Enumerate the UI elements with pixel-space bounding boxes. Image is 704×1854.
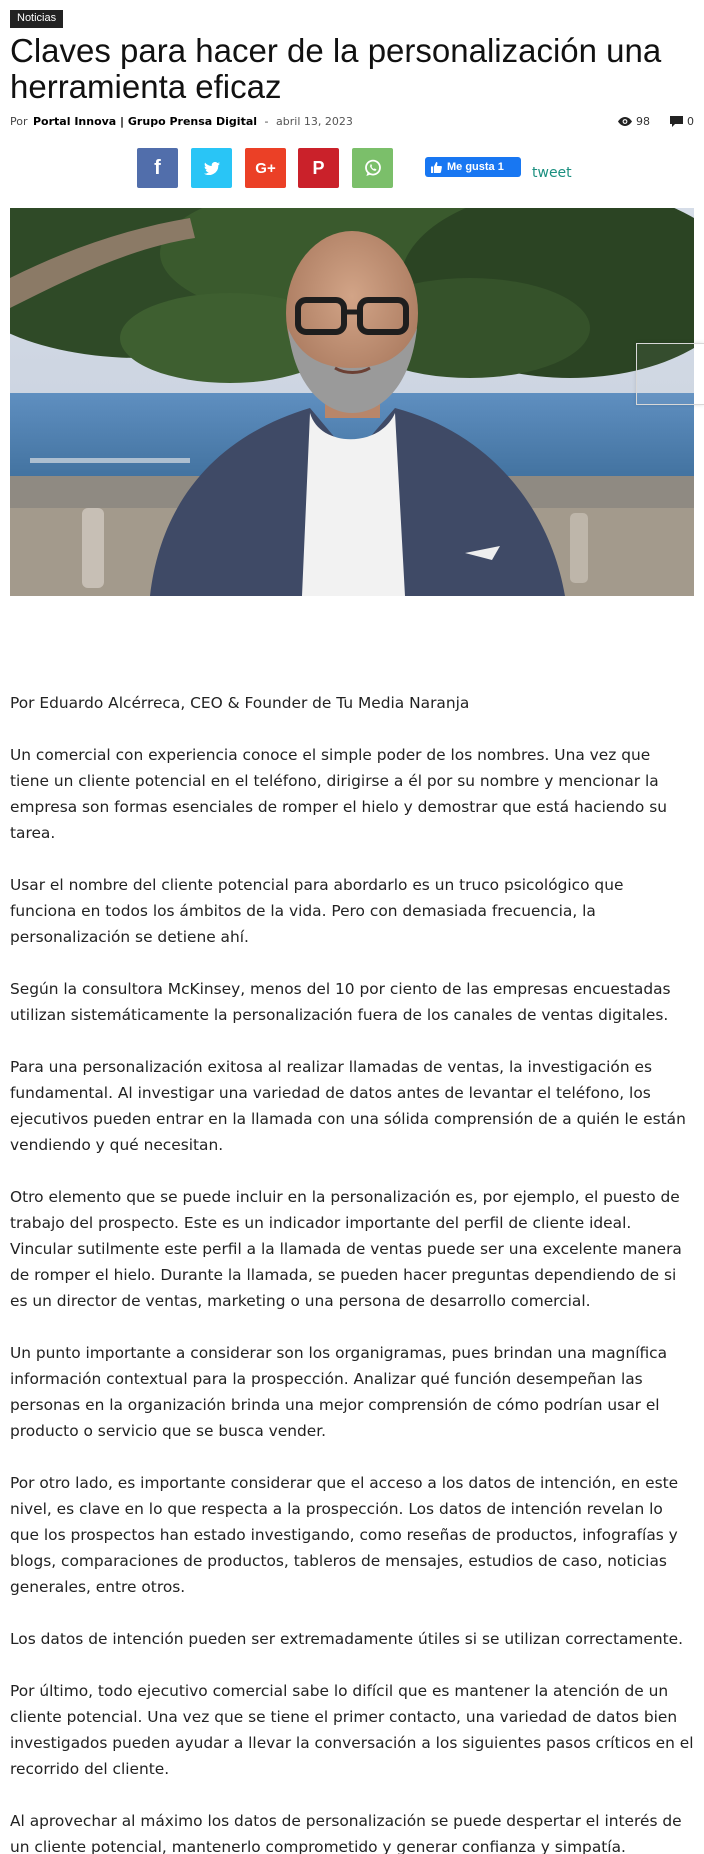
article-meta [10, 115, 694, 131]
thumbs-up-icon [431, 162, 442, 173]
article-title: Claves para hacer de la personalización una herramienta eficaz [10, 32, 662, 105]
hero-image [10, 208, 694, 596]
whatsapp-share-button[interactable] [352, 148, 393, 188]
category-badge[interactable]: Noticias [10, 10, 63, 28]
article-paragraph: Por Eduardo Alcérreca, CEO & Founder de Tu Media Naranja [10, 694, 470, 712]
facebook-share-button[interactable] [137, 148, 178, 188]
googleplus-icon: G+ [255, 159, 276, 177]
views-count: 98 [636, 115, 650, 128]
pinterest-share-button[interactable] [298, 148, 339, 188]
pinterest-icon: P [312, 157, 325, 178]
floating-widget-edge[interactable] [636, 343, 704, 405]
article-paragraph: Un punto importante a considerar son los organigramas, pues brindan una magnífica información contextual para la prospección. Analizar qué función desempeñan las personas en la organización brinda una mejor comprensión de cómo podrían usar el producto o servicio que se busca vender. [10, 1344, 668, 1440]
facebook-like-button[interactable] [425, 157, 521, 177]
article-paragraph: Para una personalización exitosa al realizar llamadas de ventas, la investigación es fundamental. Al investigar una variedad de datos antes de levantar el teléfono, los ejecutivos pueden entrar en la llamada con una sólida comprensión de a quién le están vendiendo y qué necesitan. [10, 1058, 686, 1154]
like-label: Me gusta 1 [447, 161, 504, 173]
share-bar [0, 148, 704, 190]
article-paragraph: Al aprovechar al máximo los datos de personalización se puede despertar el interés de un cliente potencial, mantenerlo comprometido y generar confianza y simpatía. [10, 1812, 682, 1854]
eye-icon [618, 117, 632, 126]
article-paragraph: Según la consultora McKinsey, menos del 10 por ciento de las empresas encuestadas utilizan sistemáticamente la personalización fuera de los canales de ventas digitales. [10, 980, 671, 1024]
article-paragraph: Los datos de intención pueden ser extremadamente útiles si se utilizan correctamente. [10, 1630, 684, 1648]
author-link[interactable]: Portal Innova | Grupo Prensa Digital [33, 115, 258, 128]
article-paragraph: Un comercial con experiencia conoce el simple poder de los nombres. Una vez que tiene un cliente potencial en el teléfono, dirigirse a él por su nombre y mencionar la empresa son formas esenciales de romper el hielo y demostrar que está haciendo su tarea. [10, 746, 667, 842]
article-paragraph: Otro elemento que se puede incluir en la personalización es, por ejemplo, el puesto de trabajo del prospecto. Este es un indicador importante del perfil de cliente ideal. Vincular sutilmente este perfil a la llamada de ventas puede ser una excelente manera de romper el hielo. Durante la llamada, se pueden hacer preguntas dependiendo de si es un director de ventas, marketing o una persona de desarrollo comercial. [10, 1188, 682, 1310]
article-paragraph: Usar el nombre del cliente potencial para abordarlo es un truco psicológico que funciona en todos los ámbitos de la vida. Pero con demasiada frecuencia, la personalización se detiene ahí. [10, 876, 624, 946]
comment-icon[interactable] [670, 116, 683, 127]
meta-separator: - [264, 115, 269, 128]
comments-count[interactable]: 0 [687, 115, 694, 128]
twitter-icon [204, 162, 220, 175]
googleplus-share-button[interactable] [245, 148, 286, 188]
byline-prefix: Por [10, 115, 28, 128]
whatsapp-icon [364, 159, 382, 177]
twitter-share-button[interactable] [191, 148, 232, 188]
article-body [10, 690, 694, 1854]
article-paragraph: Por otro lado, es importante considerar que el acceso a los datos de intención, en este nivel, es clave en lo que respecta a la prospección. Los datos de intención revelan lo que los prospectos han estado investigando, como reseñas de productos, infografías y blogs, comparaciones de productos, tableros de mensajes, estudios de caso, noticias generales, entre otros. [10, 1474, 679, 1596]
article-stats [618, 115, 694, 128]
tweet-link[interactable]: tweet [532, 165, 572, 181]
facebook-icon: f [154, 156, 161, 179]
article-paragraph: Por último, todo ejecutivo comercial sabe lo difícil que es mantener la atención de un cliente potencial. Una vez que se tiene el primer contacto, una variedad de datos bien investigados pueden ayudar a llevar la conversación a los siguientes pasos críticos en el recorrido del cliente. [10, 1682, 694, 1778]
publish-date: abril 13, 2023 [276, 115, 353, 128]
